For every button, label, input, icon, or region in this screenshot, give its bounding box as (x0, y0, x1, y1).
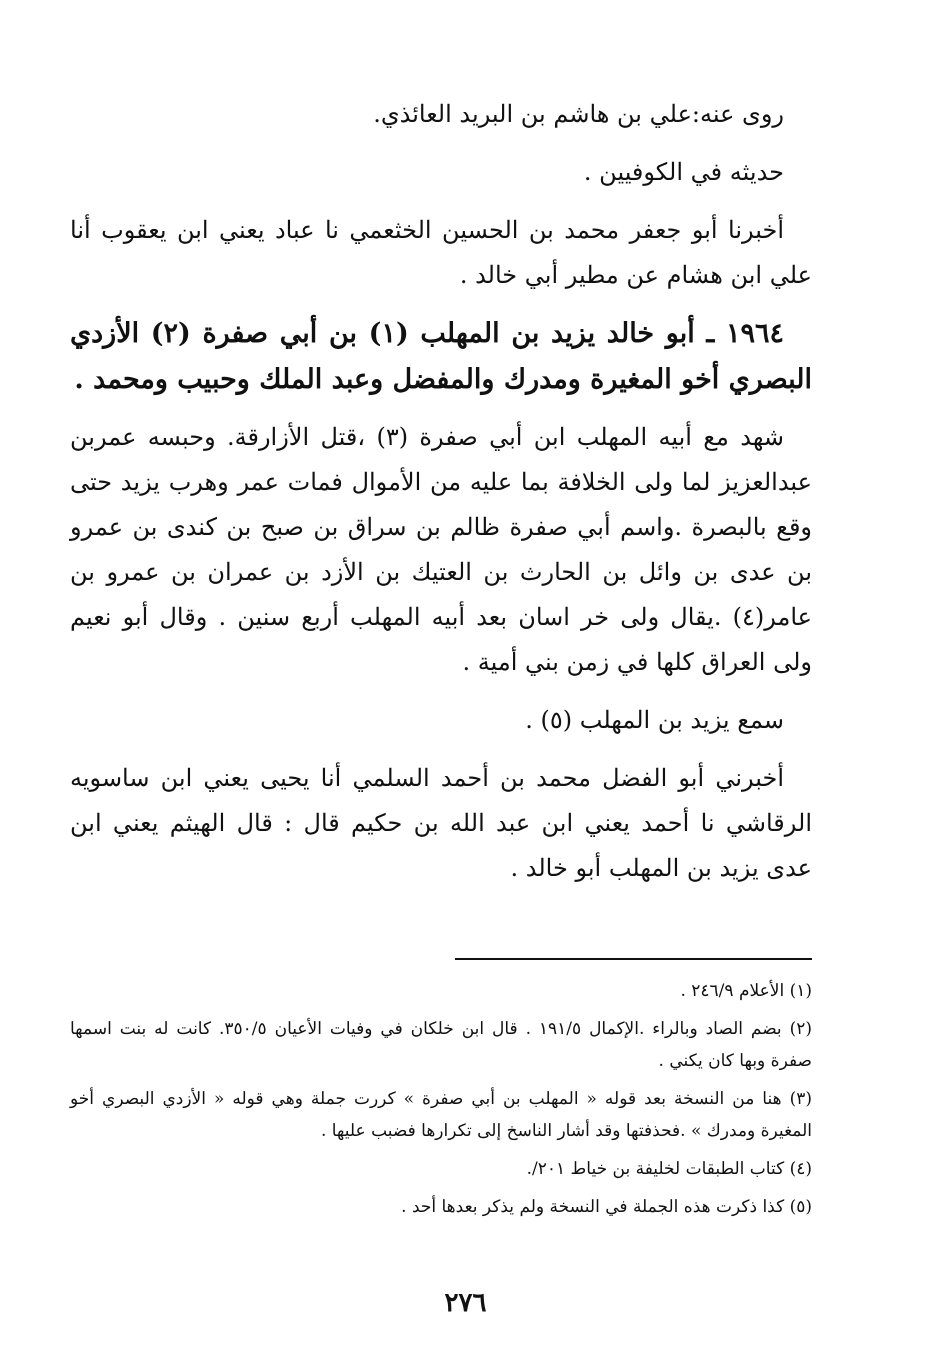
footnote-4: (٤) كتاب الطبقات لخليفة بن خياط ٢٠١/. (526, 1159, 812, 1179)
footnote-2: (٢) بضم الصاد وبالراء .الإكمال ١٩١/٥ . قال ابن خلكان في وفيات الأعيان ٣٥٠/٥. كانت له بنت اسمها صفرة وبها كان يكني . (70, 1019, 812, 1071)
main-text (70, 92, 812, 904)
footnote-5: (٥) كذا ذكرت هذه الجملة في النسخة ولم يذكر بعدها أحد . (401, 1197, 812, 1217)
biography-paragraph: شهد مع أبيه المهلب ابن أبي صفرة (٣) ،قتل الأزارقة. وحبسه عمربن عبدالعزيز لما ولى الخلافة بما عليه من الأموال فمات عمر وهرب يزيد حتى وقع بالبصرة .واسم أبي صفرة ظالم بن سراق بن صبح بن كندى بن عمرو بن عدى بن وائل بن الحارث بن العتيك بن الأزد بن عمران بن عمرو بن عامر(٤) .يقال ولى خر اسان بعد أبيه المهلب أربع سنين . وقال أبو نعيم ولى العراق كلها في زمن بني أمية . (70, 423, 813, 676)
footnote-separator (455, 958, 812, 960)
hadith-note: حديثه في الكوفيين . (583, 158, 784, 186)
footnote-3: (٣) هنا من النسخة بعد قوله « المهلب بن أبي صفرة » كررت جملة وهي قوله « الأزدي البصري أخو المغيرة ومدرك » .فحذفتها وقد أشار الناسخ إلى تكرارها فضبب عليها . (70, 1089, 812, 1141)
isnad-paragraph: أخبرنا أبو جعفر محمد بن الحسين الخثعمي نا عباد يعني ابن يعقوب أنا علي ابن هشام عن مطير أبي خالد . (70, 216, 812, 289)
isnad-paragraph-2: أخبرني أبو الفضل محمد بن أحمد السلمي أنا يحيى يعني ابن ساسويه الرقاشي نا أحمد يعني ابن عبد الله بن حكيم قال : قال الهيثم يعني ابن عدى يزيد بن المهلب أبو خالد . (70, 764, 812, 882)
narrator-line: روى عنه:علي بن هاشم بن البريد العائذي. (373, 100, 784, 128)
heard-line: سمع يزيد بن المهلب (٥) . (525, 706, 784, 734)
footnote-1: (١) الأعلام ٢٤٦/٩ . (680, 981, 812, 1001)
page-number: ٢٧٦ (444, 1288, 487, 1318)
entry-heading: ١٩٦٤ ـ أبو خالد يزيد بن المهلب (١) بن أبي صفرة (٢) الأزدي البصري أخو المغيرة ومدرك والمفضل وعبد الملك وحبيب ومحمد . (70, 318, 812, 395)
footnotes (70, 975, 812, 1229)
